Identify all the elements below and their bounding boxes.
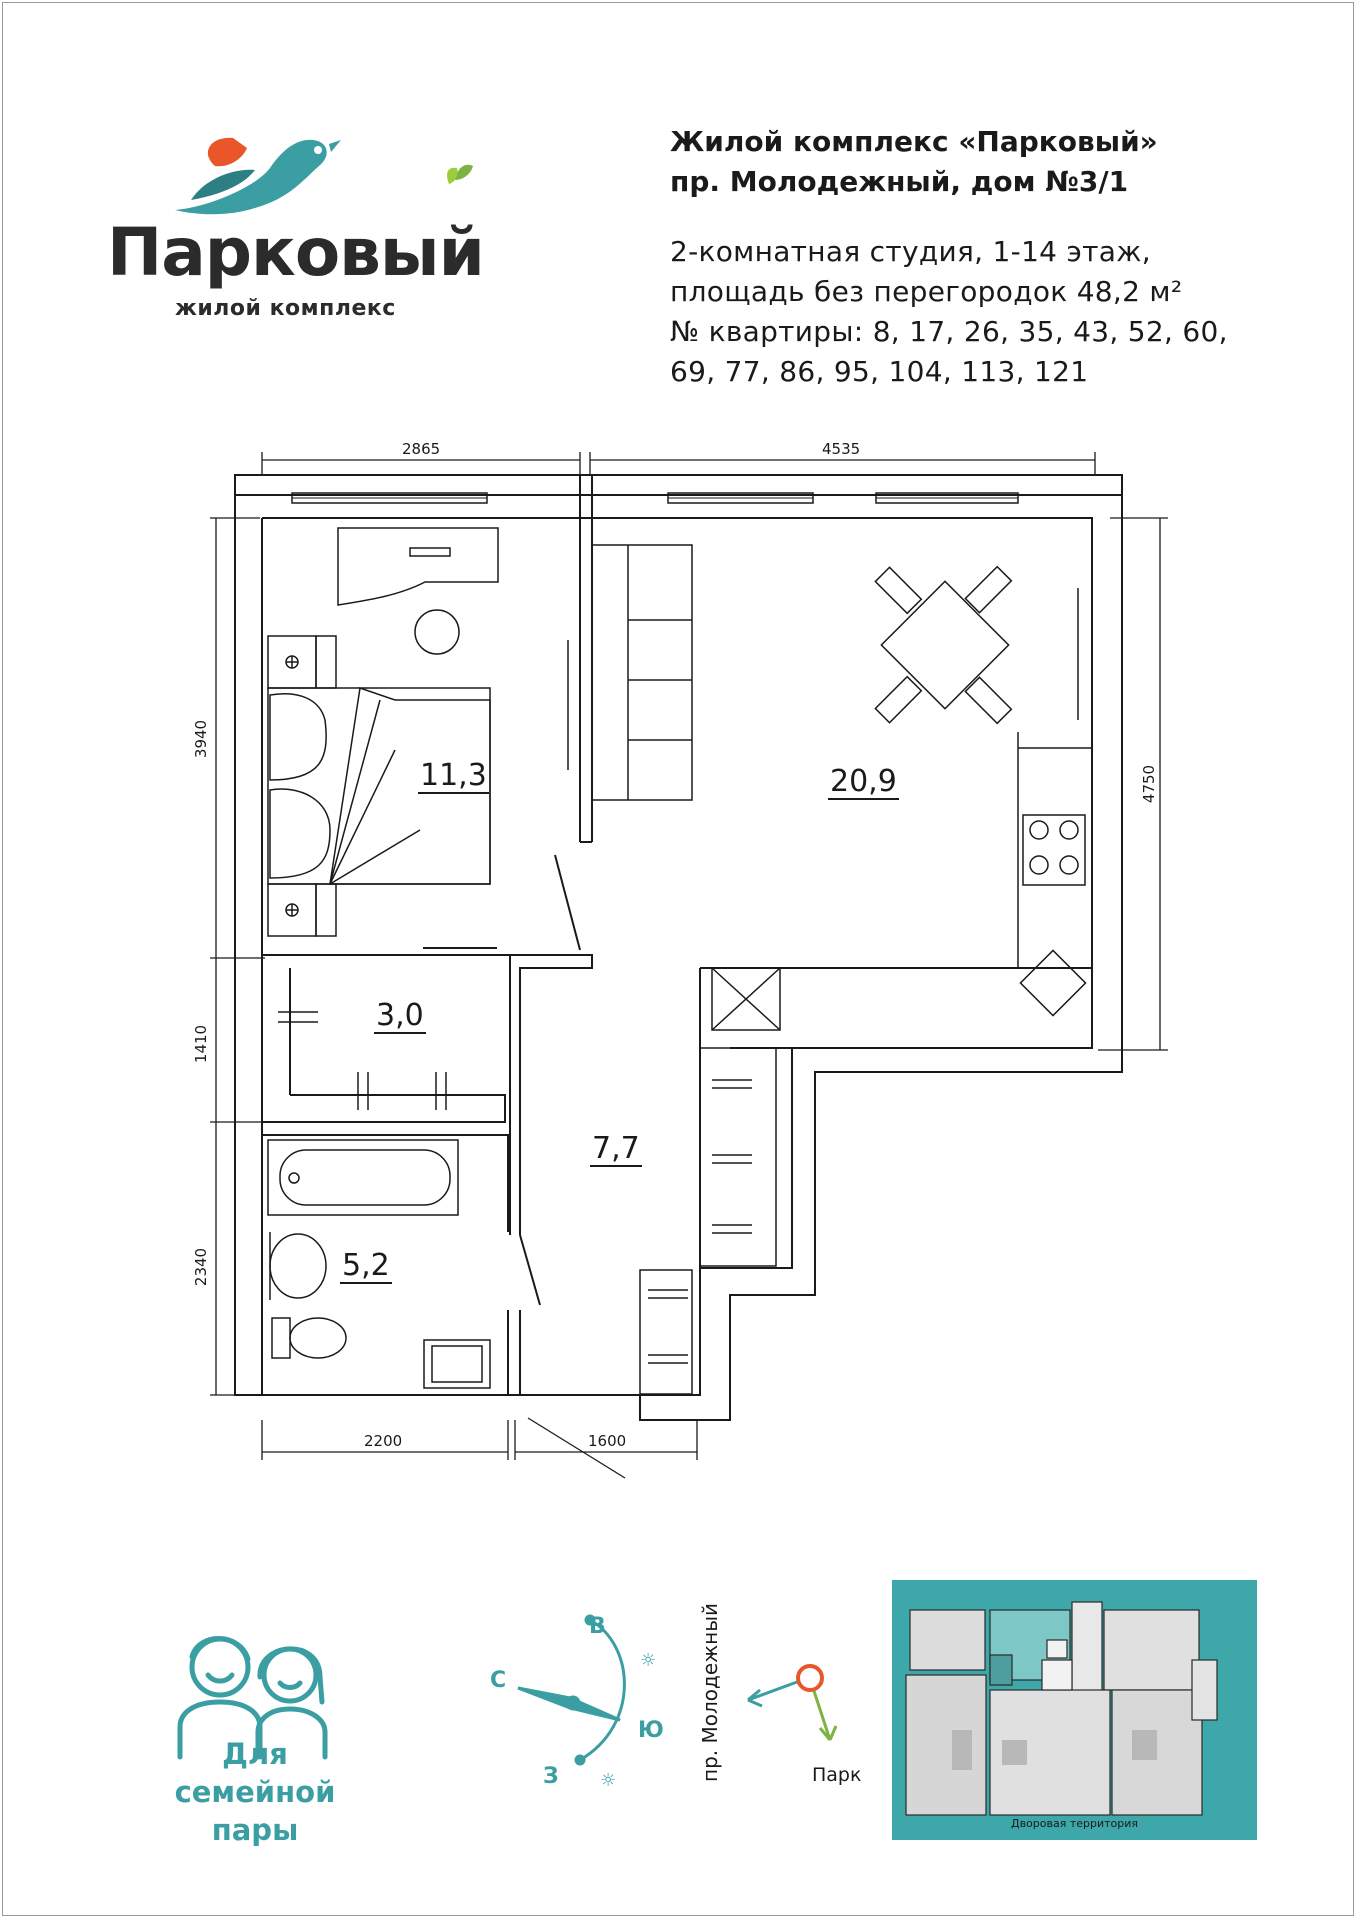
building-minimap: [892, 1580, 1257, 1840]
sun-icon: ☼: [600, 1770, 617, 1791]
logo-subtitle: жилой комплекс: [175, 296, 396, 321]
compass-north-label: В: [589, 1614, 606, 1639]
park-label: Парк: [812, 1764, 862, 1786]
bedroom-furniture: [268, 528, 568, 936]
dimension-label: 4535: [822, 440, 861, 458]
family-label-line: пары: [211, 1813, 299, 1847]
logo-name: Парковый: [107, 214, 484, 291]
desc-line: № квартиры: 8, 17, 26, 35, 43, 52, 60,: [670, 315, 1228, 348]
family-label-line: Для семейной: [174, 1737, 336, 1809]
direction-arrows: [730, 1660, 880, 1770]
building-outline: [892, 1580, 1257, 1840]
kitchen-unit: [712, 732, 1092, 1030]
compass-east-label: Ю: [638, 1718, 664, 1743]
dimension-label: 2865: [402, 440, 441, 458]
dimension-label: 3940: [192, 719, 211, 759]
sofa: [592, 545, 692, 800]
dining-table: [875, 567, 1078, 724]
dimension-lines: [210, 452, 1168, 1478]
title-line: Жилой комплекс «Парковый»: [670, 125, 1158, 158]
courtyard-label: Дворовая территория: [1010, 1817, 1139, 1830]
desc-line: площадь без перегородок 48,2 м²: [670, 275, 1183, 308]
room-area-closet: 3,0: [376, 998, 424, 1033]
sun-icon: ☼: [640, 1650, 657, 1671]
dimension-label: 1600: [588, 1432, 627, 1450]
compass-icon: [470, 1600, 690, 1800]
room-area-bedroom: 11,3: [420, 758, 487, 793]
compass-south-label: З: [543, 1764, 559, 1789]
family-label: [140, 1735, 370, 1849]
desc-line: 69, 77, 86, 95, 104, 113, 121: [670, 355, 1089, 388]
room-area-living: 20,9: [830, 764, 897, 799]
dimension-label: 4750: [1140, 764, 1159, 804]
dimension-label: 2340: [192, 1247, 211, 1287]
dimension-label: 1410: [192, 1024, 211, 1064]
shelves: [278, 1012, 776, 1394]
desc-line: 2-комнатная студия, 1-14 этаж,: [670, 235, 1151, 268]
title-line: пр. Молодежный, дом №3/1: [670, 165, 1129, 198]
street-label: пр. Молодежный: [698, 1602, 722, 1782]
room-area-bath: 5,2: [342, 1248, 390, 1283]
dimension-label: 2200: [364, 1432, 403, 1450]
room-area-hall: 7,7: [592, 1131, 640, 1166]
compass-west-label: С: [490, 1668, 507, 1693]
